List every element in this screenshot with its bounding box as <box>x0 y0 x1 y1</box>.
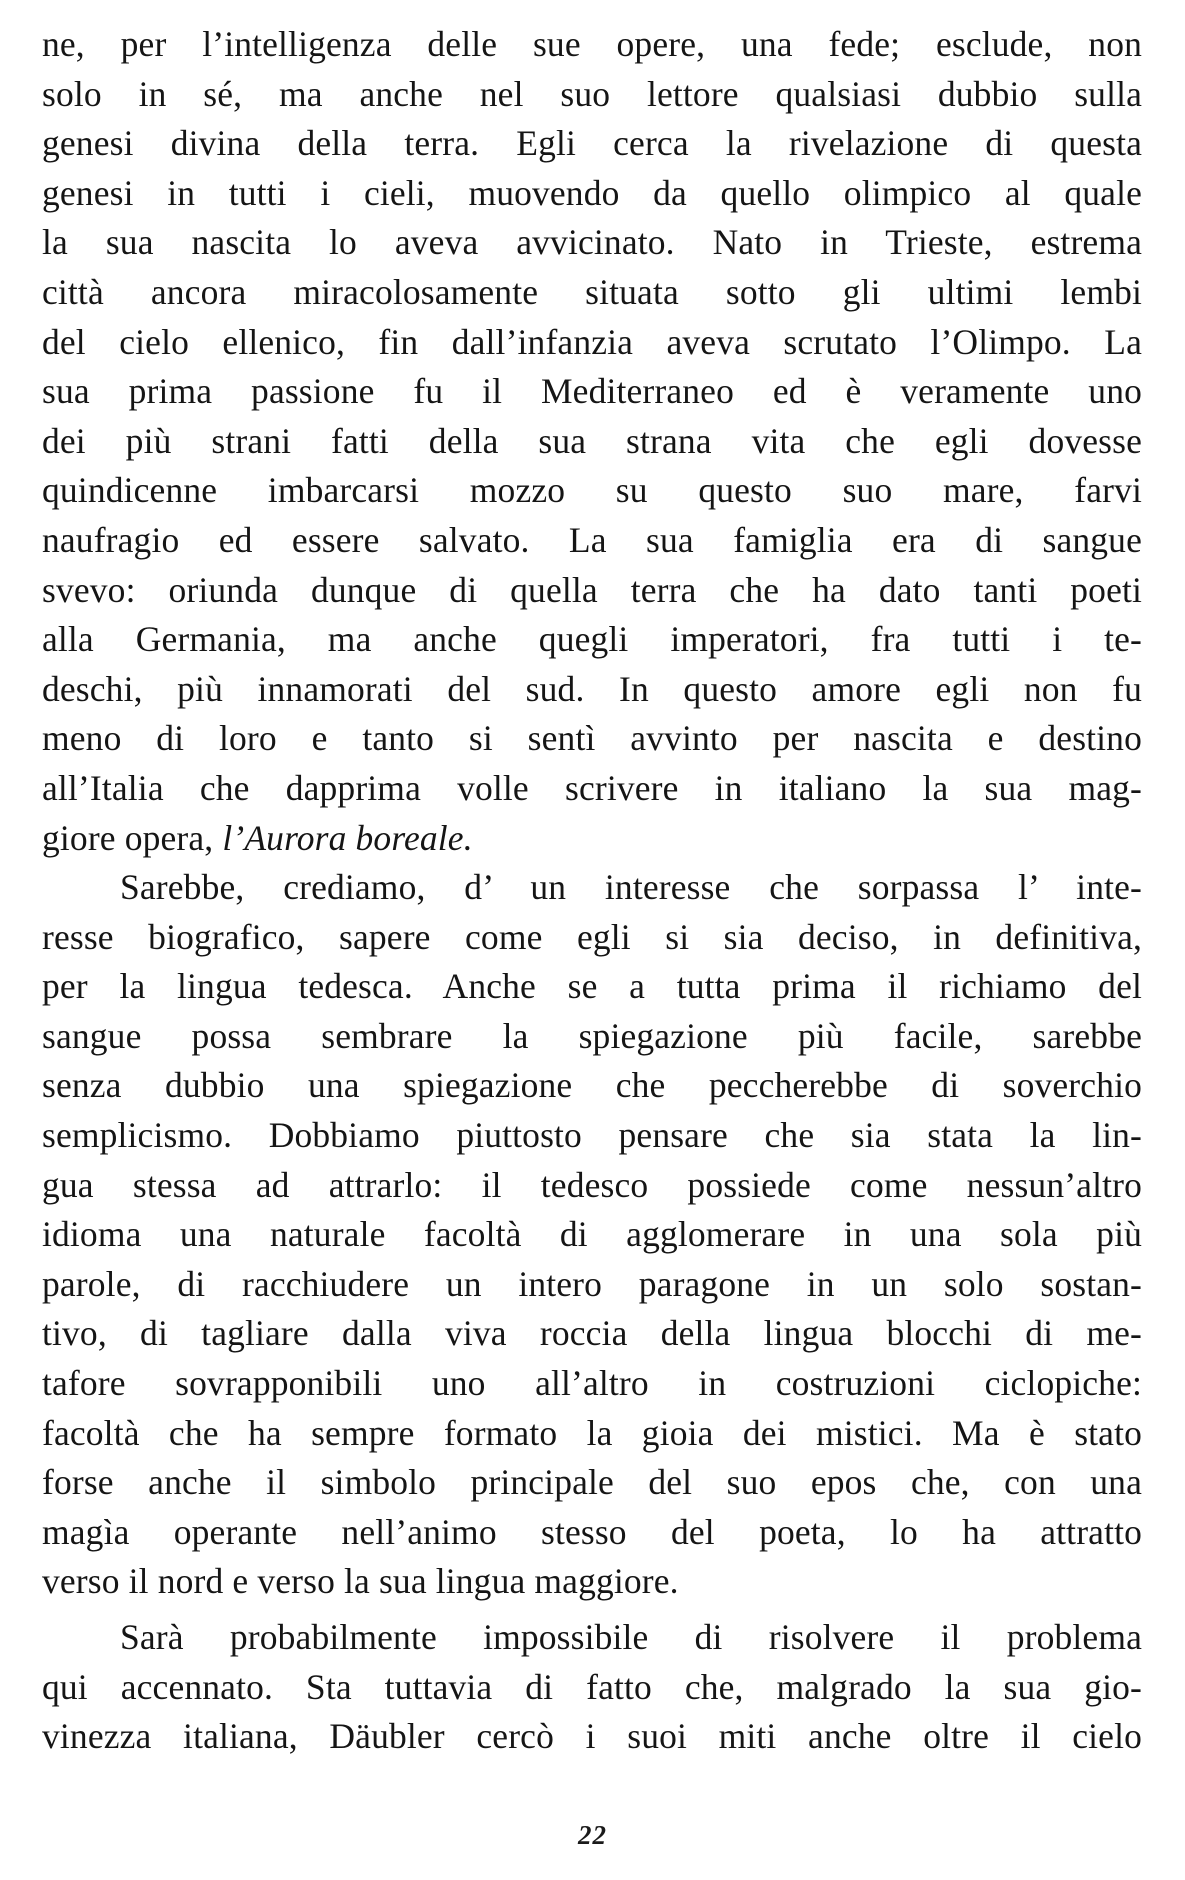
text-line: parole, di racchiudere un intero paragone in un solo sostan- <box>42 1263 1142 1304</box>
text-line: quindicenne imbarcarsi mozzo su questo suo mare, farvi <box>42 470 1142 511</box>
page-number: 22 <box>578 1820 607 1850</box>
paragraph-2 <box>42 863 1142 1607</box>
text-line: alla Germania, ma anche quegli imperatori, fra tutti i te- <box>42 619 1142 660</box>
text-line: facoltà che ha sempre formato la gioia dei mistici. Ma è stato <box>42 1412 1142 1453</box>
paragraph-3 <box>42 1613 1142 1762</box>
text-line: sangue possa sembrare la spiegazione più facile, sarebbe <box>42 1015 1142 1056</box>
text-line: sua prima passione fu il Mediterraneo ed è veramente uno <box>42 371 1142 412</box>
text-line: gua stessa ad attrarlo: il tedesco possiede come nessun’altro <box>42 1164 1142 1205</box>
text-line: naufragio ed essere salvato. La sua famiglia era di sangue <box>42 519 1142 560</box>
text-line: semplicismo. Dobbiamo piuttosto pensare che sia stata la lin- <box>42 1115 1142 1156</box>
text-line <box>42 814 1142 864</box>
text-line: la sua nascita lo aveva avvicinato. Nato in Trieste, estrema <box>42 222 1142 263</box>
page-body <box>42 20 1142 1762</box>
text-line: deschi, più innamorati del sud. In questo amore egli non fu <box>42 668 1142 709</box>
text-line: all’Italia che dapprima volle scrivere in italiano la sua mag- <box>42 767 1142 808</box>
text-line-prefix: giore opera, <box>42 817 223 858</box>
text-line: città ancora miracolosamente situata sotto gli ultimi lembi <box>42 271 1142 312</box>
text-line: magìa operante nell’animo stesso del poeta, lo ha attratto <box>42 1511 1142 1552</box>
text-line: svevo: oriunda dunque di quella terra che ha dato tanti poeti <box>42 569 1142 610</box>
paragraph-1 <box>42 20 1142 863</box>
text-line: Sarà probabilmente impossibile di risolvere il problema <box>120 1617 1142 1657</box>
text-line: genesi divina della terra. Egli cerca la rivelazione di questa <box>42 123 1142 164</box>
text-line: ne, per l’intelligenza delle sue opere, una fede; esclude, non <box>42 24 1142 64</box>
text-line: vinezza italiana, Däubler cercò i suoi miti anche oltre il cielo <box>42 1716 1142 1757</box>
text-line: Sarebbe, crediamo, d’ un interesse che sorpassa l’ inte- <box>120 867 1142 908</box>
text-line: tafore sovrapponibili uno all’altro in costruzioni ciclopiche: <box>42 1363 1142 1404</box>
text-line: forse anche il simbolo principale del suo epos che, con una <box>42 1462 1142 1503</box>
text-line: idioma una naturale facoltà di agglomerare in una sola più <box>42 1214 1142 1255</box>
text-line: per la lingua tedesca. Anche se a tutta prima il richiamo del <box>42 966 1142 1007</box>
book-title: l’Aurora boreale. <box>222 817 473 858</box>
text-line: dei più strani fatti della sua strana vita che egli dovesse <box>42 420 1142 461</box>
text-line: meno di loro e tanto si sentì avvinto per nascita e destino <box>42 718 1142 759</box>
text-line: del cielo ellenico, fin dall’infanzia aveva scrutato l’Olimpo. La <box>42 321 1142 362</box>
text-line: verso il nord e verso la sua lingua maggiore. <box>42 1561 679 1602</box>
text-line: tivo, di tagliare dalla viva roccia della lingua blocchi di me- <box>42 1313 1142 1354</box>
text-line: senza dubbio una spiegazione che peccherebbe di soverchio <box>42 1065 1142 1106</box>
text-line: solo in sé, ma anche nel suo lettore qualsiasi dubbio sulla <box>42 73 1142 114</box>
text-line: resse biografico, sapere come egli si sia deciso, in definitiva, <box>42 916 1142 957</box>
text-line: genesi in tutti i cieli, muovendo da quello olimpico al quale <box>42 172 1142 213</box>
text-line: qui accennato. Sta tuttavia di fatto che, malgrado la sua gio- <box>42 1666 1142 1707</box>
